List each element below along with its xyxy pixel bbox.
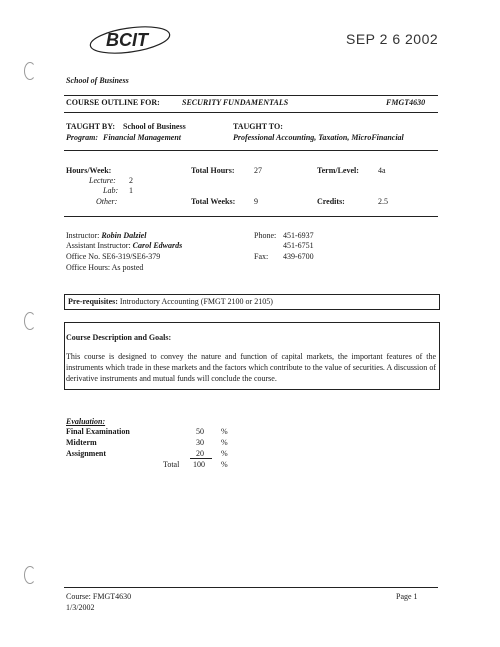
office-hours: Office Hours: As posted	[66, 263, 144, 272]
lecture-label: Lecture:	[89, 176, 116, 185]
section-divider	[64, 216, 438, 217]
binder-hole	[24, 62, 36, 80]
evaluation-heading: Evaluation:	[66, 417, 106, 426]
term-level-value: 4a	[378, 166, 386, 175]
phone-2: 451-6751	[283, 241, 314, 250]
office-number: Office No. SE6-319/SE6-379	[66, 252, 161, 261]
fax-label: Fax:	[254, 252, 269, 261]
lecture-value: 2	[129, 176, 133, 185]
other-label: Other:	[96, 197, 118, 206]
instructor-name: Robin Dalziel	[101, 231, 147, 240]
prerequisites-line	[68, 297, 273, 306]
taught-by-value: School of Business	[123, 122, 186, 131]
course-outline-label: COURSE OUTLINE FOR:	[66, 98, 160, 107]
lab-label: Lab:	[103, 186, 119, 195]
program-value: Financial Management	[103, 133, 182, 142]
eval-unit: %	[221, 449, 228, 458]
program-label: Program:	[66, 133, 98, 142]
total-weeks-value: 9	[254, 197, 258, 206]
course-description-text: This course is designed to convey the nature and function of capital markets, the important features of the instruments which trade in these markets and the factors which contribute to the value of securities. A discussion of derivative instruments and mutual funds will conclude the course.	[66, 352, 436, 383]
total-underline	[190, 458, 212, 459]
course-title: SECURITY FUNDAMENTALS	[182, 98, 289, 107]
bcit-logo-text: BCIT	[106, 30, 148, 50]
eval-total-value: 100	[193, 460, 205, 469]
footer-divider	[64, 587, 438, 588]
eval-value: 30	[196, 438, 204, 447]
instructor-label: Instructor:	[66, 231, 100, 240]
eval-value: 20	[196, 449, 204, 458]
phone-1: 451-6937	[283, 231, 314, 240]
hours-week-label: Hours/Week:	[66, 166, 112, 175]
taught-to-label: TAUGHT TO:	[233, 122, 283, 131]
binder-hole	[24, 566, 36, 584]
footer-page-number: Page 1	[396, 592, 418, 601]
fax-number: 439-6700	[283, 252, 314, 261]
assistant-name: Carol Edwards	[132, 241, 183, 250]
section-divider	[64, 150, 438, 151]
assistant-label: Assistant Instructor:	[66, 241, 131, 250]
bcit-logo-graphic	[88, 22, 180, 56]
total-hours-label: Total Hours:	[191, 166, 235, 175]
taught-to-value: Professional Accounting, Taxation, MicroFinancial	[233, 133, 404, 142]
assistant-line	[66, 241, 182, 250]
phone-label: Phone:	[254, 231, 277, 240]
bcit-logo	[88, 22, 180, 56]
eval-name: Midterm	[66, 438, 97, 447]
received-date-stamp: SEP 2 6 2002	[346, 31, 439, 47]
eval-name: Final Examination	[66, 427, 130, 436]
prerequisites-label: Pre-requisites:	[68, 297, 118, 306]
total-weeks-label: Total Weeks:	[191, 197, 236, 206]
binder-hole	[24, 312, 36, 330]
eval-total-label: Total	[163, 460, 180, 469]
course-description-heading: Course Description and Goals:	[66, 333, 172, 342]
school-name: School of Business	[66, 76, 129, 85]
footer-date: 1/3/2002	[66, 603, 95, 612]
credits-label: Credits:	[317, 197, 345, 206]
prerequisites-value: Introductory Accounting (FMGT 2100 or 2105)	[119, 297, 273, 306]
eval-unit: %	[221, 427, 228, 436]
eval-value: 50	[196, 427, 204, 436]
eval-unit: %	[221, 438, 228, 447]
eval-name: Assignment	[66, 449, 107, 458]
term-level-label: Term/Level:	[317, 166, 359, 175]
course-code: FMGT4630	[386, 98, 426, 107]
lab-value: 1	[129, 186, 133, 195]
taught-by-label: TAUGHT BY:	[66, 122, 115, 131]
credits-value: 2.5	[378, 197, 388, 206]
instructor-line	[66, 231, 146, 240]
eval-total-unit: %	[221, 460, 228, 469]
total-hours-value: 27	[254, 166, 262, 175]
footer-course: Course: FMGT4630	[66, 592, 132, 601]
